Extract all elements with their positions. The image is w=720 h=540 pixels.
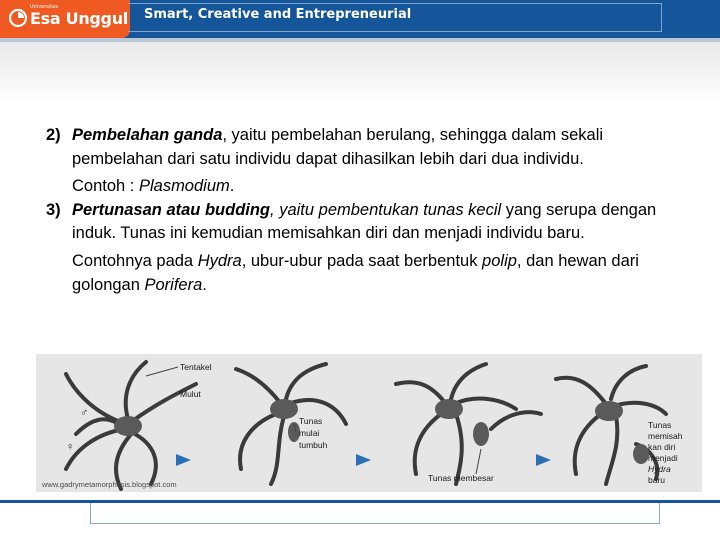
- example-porifera: Porifera: [144, 275, 203, 294]
- list-item-pembelahan: [46, 124, 686, 199]
- label-mulut: Mulut: [180, 389, 201, 399]
- definition: yang serupa dengan induk. Tunas ini kemudian memisahkan diri dan menjadi individu baru.: [72, 200, 657, 243]
- definition-italic: , yaitu pembentukan tunas kecil: [270, 200, 502, 219]
- label-lepas-5: Hydra: [648, 464, 671, 474]
- label-lepas-2: memisah: [648, 431, 683, 441]
- example-suffix: .: [229, 177, 235, 196]
- logo-area: [0, 0, 130, 38]
- example-text: .: [202, 275, 207, 294]
- example-text: , ubur-ubur pada saat berbentuk: [241, 251, 483, 270]
- list-item-pertunasan: [46, 199, 686, 297]
- female-symbol: ♀: [66, 441, 75, 453]
- item-number: 2): [46, 126, 61, 144]
- example-text: , dan hewan dari golongan: [72, 251, 639, 294]
- label-lepas-4: menjadi: [648, 453, 678, 463]
- example-prefix: Contoh :: [72, 177, 139, 196]
- label-tunas-membesar: Tunas membesar: [428, 473, 494, 483]
- label-tentakel: Tentakel: [180, 362, 212, 372]
- example-text: Contohnya pada: [72, 251, 198, 270]
- example-name: Plasmodium: [138, 177, 230, 196]
- figure-url: www.gadrymetamorphosis.blogspot.com: [42, 480, 177, 489]
- header-bar: [0, 0, 720, 38]
- label-tunas-mulai-1: Tunas: [299, 416, 323, 426]
- label-lepas-6: baru: [648, 475, 666, 485]
- label-tunas-mulai-2: mulai: [299, 428, 320, 438]
- slide-content: [46, 124, 686, 297]
- hydra-illustration: [36, 354, 702, 492]
- footer-frame: [90, 503, 660, 524]
- definition: , yaitu pembelahan berulang, sehingga dalam sekali pembelahan dari satu individu dapat dihasilkan lebih dari dua individu.: [72, 126, 604, 168]
- term: Pembelahan ganda: [72, 126, 223, 144]
- item-number: 3): [46, 200, 61, 219]
- header-shadow: [0, 42, 720, 104]
- term: Pertunasan atau budding: [72, 200, 271, 219]
- example: [72, 175, 686, 199]
- example: [72, 250, 686, 297]
- label-lepas-1: Tunas: [648, 420, 672, 430]
- example-hydra: Hydra: [197, 251, 242, 270]
- example-polip: polip: [482, 251, 517, 270]
- logo-small-text: Universitas: [30, 4, 58, 10]
- budding-figure: [36, 354, 702, 492]
- logo-icon: [8, 8, 28, 28]
- label-tunas-mulai-3: tumbuh: [299, 440, 328, 450]
- male-symbol: ♂: [80, 407, 89, 419]
- logo-text: Esa Unggul: [30, 9, 128, 28]
- tagline: Smart, Creative and Entrepreneurial: [144, 7, 412, 22]
- label-lepas-3: kan diri: [648, 442, 676, 452]
